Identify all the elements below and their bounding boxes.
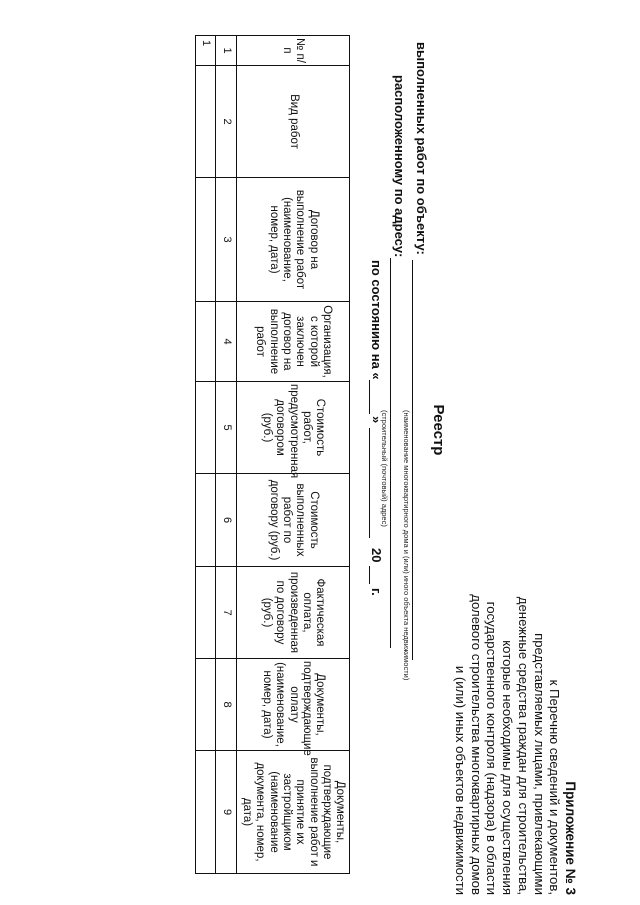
appendix-line: представляемых лицами, привлекающими (531, 633, 547, 895)
date-year-line (369, 566, 370, 584)
column-number-cell: 8 (216, 659, 237, 751)
column-number-cell: 6 (216, 474, 237, 567)
appendix-line: денежные средства граждан для строительства, (515, 596, 531, 895)
date-year: 20 (369, 548, 384, 563)
table-cell (196, 302, 216, 382)
header-cell: Организация, с которой заключен договор на выполнение работ (237, 302, 350, 382)
address-caption: (строительный (почтовый) адрес) (380, 410, 389, 527)
column-number-cell: 1 (216, 36, 237, 66)
object-label: выполненных работ по объекту: (414, 42, 429, 255)
date-suffix: г. (369, 588, 384, 596)
table-cell (196, 659, 216, 751)
header-row (237, 36, 350, 874)
register-table (195, 35, 350, 874)
appendix-title: Приложение № 3 (563, 781, 578, 895)
header-cell: Договор на выполнение работ (наименование, номер, дата) (237, 178, 350, 302)
column-number-cell: 2 (216, 66, 237, 178)
table-cell (196, 567, 216, 659)
column-number-cell: 9 (216, 751, 237, 874)
header-cell: Стоимость работ, предусмотренная договором (руб.) (237, 382, 350, 474)
table-cell (196, 382, 216, 474)
register-title: Реестр (430, 404, 447, 456)
appendix-line: долевого строительства многоквартирных домов (468, 594, 484, 895)
header-cell: Документы, подтверждающие оплату (наименование, номер, дата) (237, 659, 350, 751)
appendix-line: которые необходимы для осуществления (500, 640, 516, 895)
column-number-cell: 5 (216, 382, 237, 474)
header-cell: Фактическая оплата, произведенная по договору (руб.) (237, 567, 350, 659)
object-fill-line (412, 260, 413, 660)
header-cell: № п/п (237, 36, 350, 66)
table-cell (196, 751, 216, 874)
column-number-row (216, 36, 237, 874)
column-number-cell: 3 (216, 178, 237, 302)
date-mid: » (369, 416, 384, 424)
date-day-line (369, 380, 370, 414)
table-cell (196, 66, 216, 178)
table-cell (196, 474, 216, 567)
header-cell: Вид работ (237, 66, 350, 178)
header-cell: Документы, подтверждающие выполнение работ и принятие их застройщиком (наименование документа, номер, дата) (237, 751, 350, 874)
header-cell: Стоимость выполненных работ по договору (руб.) (237, 474, 350, 567)
column-number-cell: 7 (216, 567, 237, 659)
address-fill-line (390, 258, 391, 648)
appendix-line: государственного контроля (надзора) в области (484, 601, 500, 895)
appendix-block (452, 565, 578, 895)
appendix-line: и (или) иных объектов недвижимости (453, 665, 469, 895)
object-caption: (наименование многоквартирного дома и (или) иного объекта недвижимости) (402, 410, 411, 681)
table-row (196, 36, 216, 874)
appendix-line: к Перечню сведений и документов, (547, 679, 563, 895)
address-label: расположенному по адресу: (392, 75, 407, 258)
table-cell (196, 178, 216, 302)
table-cell: 1 (196, 36, 216, 66)
column-number-cell: 4 (216, 302, 237, 382)
date-month-line (369, 428, 370, 538)
date-prefix: по состоянию на « (369, 260, 384, 380)
